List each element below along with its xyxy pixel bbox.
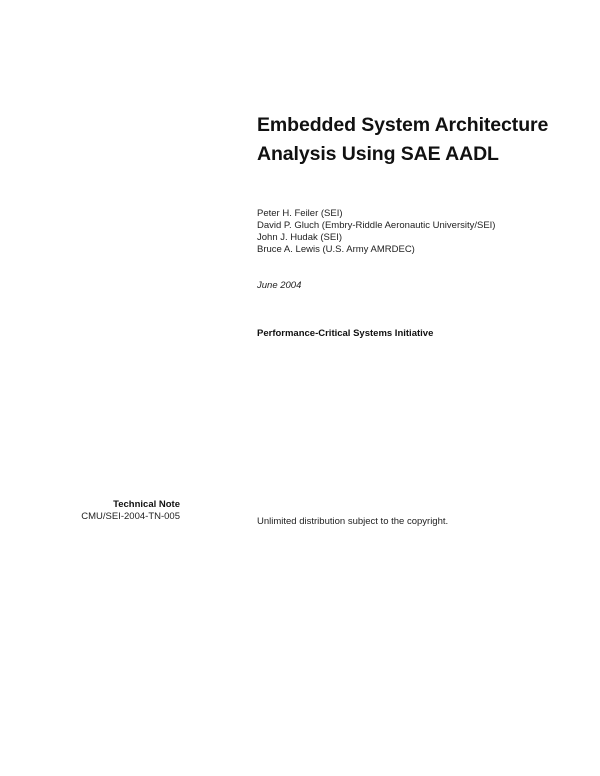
author-2: David P. Gluch (Embry-Riddle Aeronautic University/SEI) — [257, 220, 496, 231]
report-number: CMU/SEI-2004-TN-005 — [81, 511, 180, 522]
report-designation — [81, 499, 180, 523]
initiative-name: Performance-Critical Systems Initiative — [257, 328, 434, 339]
author-4: Bruce A. Lewis (U.S. Army AMRDEC) — [257, 244, 415, 255]
title-line-1: Embedded System Architecture — [257, 114, 549, 136]
publication-date: June 2004 — [257, 280, 302, 291]
author-3: John J. Hudak (SEI) — [257, 232, 343, 243]
report-type-label: Technical Note — [113, 499, 180, 510]
distribution-statement: Unlimited distribution subject to the copyright. — [257, 516, 449, 527]
document-title — [257, 111, 577, 169]
author-list — [257, 208, 495, 256]
title-line-2: Analysis Using SAE AADL — [257, 143, 499, 165]
author-1: Peter H. Feiler (SEI) — [257, 208, 343, 219]
